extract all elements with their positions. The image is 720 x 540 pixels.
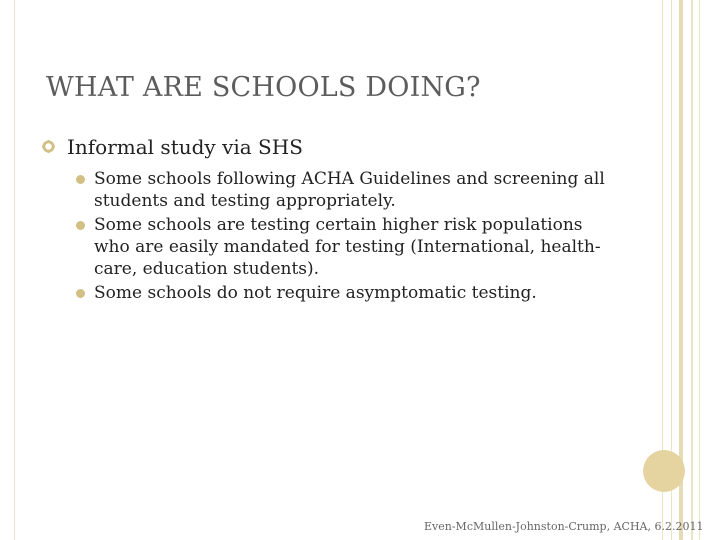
left-frame-line	[14, 0, 15, 540]
sub-bullet	[76, 168, 616, 212]
bullet-dot-icon	[76, 175, 85, 184]
sub-bullet	[76, 214, 616, 280]
bullet-dot-icon	[76, 289, 85, 298]
sub-bullet-text: Some schools do not require asymptomatic testing.	[94, 283, 537, 303]
sub-bullet	[76, 282, 616, 304]
decorative-circle	[643, 450, 685, 492]
main-bullet	[42, 134, 642, 160]
sub-bullet-list	[42, 168, 616, 304]
decorative-line	[691, 0, 693, 540]
slide-content	[42, 134, 642, 306]
sub-bullet-text: Some schools following ACHA Guidelines and screening all students and testing appropriately.	[94, 169, 605, 211]
gear-bullet-icon	[42, 140, 55, 153]
slide-title: WHAT ARE SCHOOLS DOING?	[46, 72, 481, 103]
main-bullet-text: Informal study via SHS	[67, 135, 303, 159]
footer-citation: Even-McMullen-Johnston-Crump, ACHA, 6.2.2011	[424, 520, 704, 533]
bullet-dot-icon	[76, 221, 85, 230]
decorative-line	[699, 0, 700, 540]
sub-bullet-text: Some schools are testing certain higher risk populations who are easily mandated for testing (International, health-care, education students).	[94, 215, 601, 279]
